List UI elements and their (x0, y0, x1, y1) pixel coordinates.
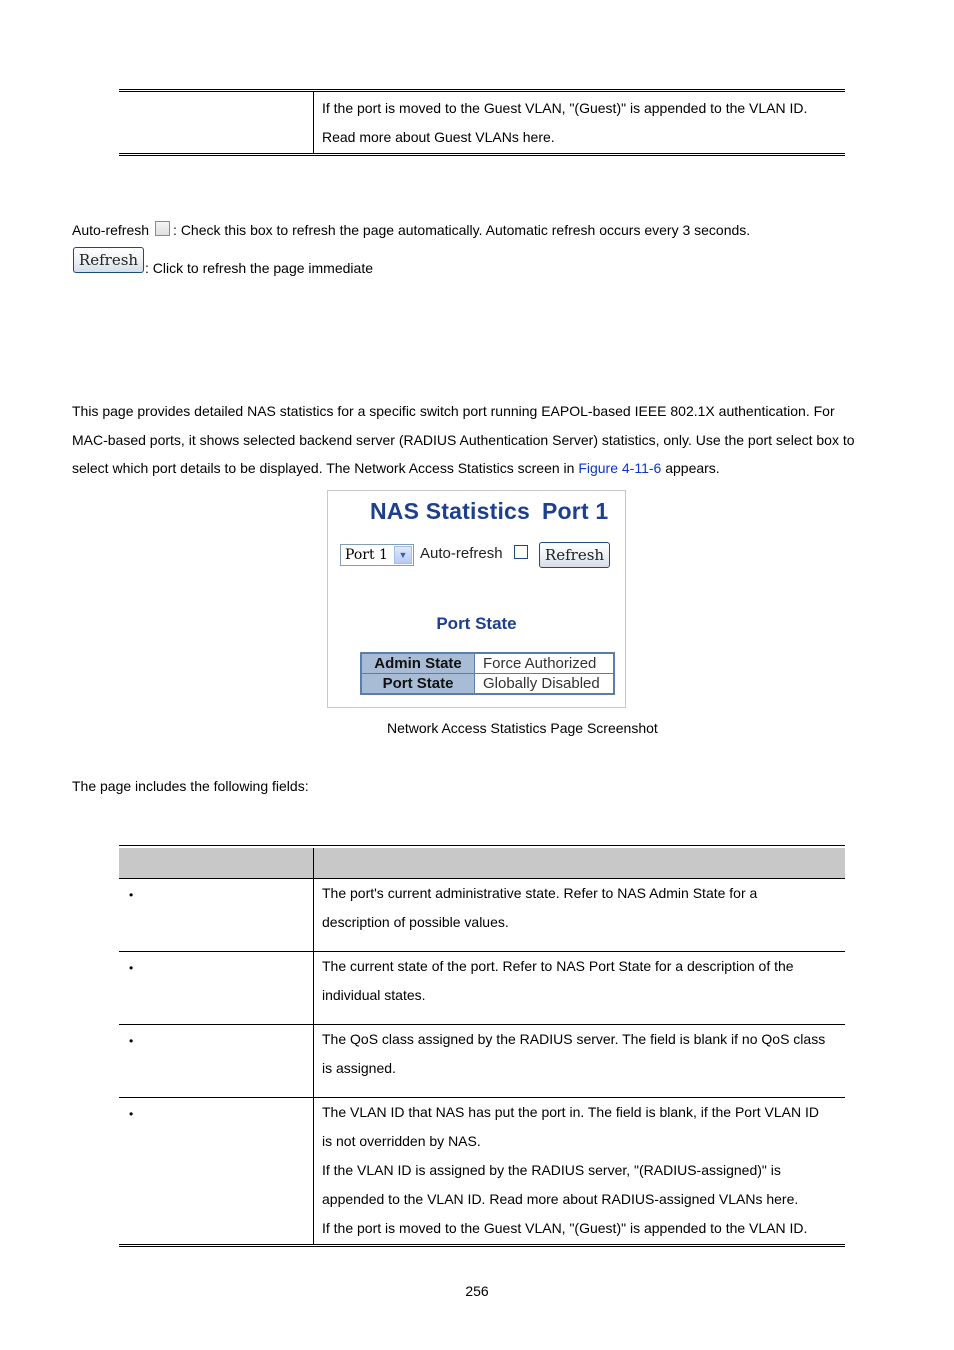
desc-line: The port's current administrative state. Refer to NAS Admin State for a (322, 885, 758, 901)
figure-caption: Network Access Statistics Page Screenshot (387, 720, 658, 736)
refresh-description: : Click to refresh the page immediate (145, 260, 373, 276)
autorefresh-label: Auto-refresh (72, 222, 150, 238)
desc-line: The VLAN ID that NAS has put the port in. The field is blank, if the Port VLAN ID (322, 1104, 819, 1120)
desc-line: If the port is moved to the Guest VLAN, "(Guest)" is appended to the VLAN ID. (322, 1220, 808, 1236)
autorefresh-checkbox[interactable] (514, 545, 528, 559)
fields-intro: The page includes the following fields: (72, 778, 309, 794)
table-row (362, 674, 613, 693)
table-cell-text: If the port is moved to the Guest VLAN, "(Guest)" is appended to the VLAN ID. (322, 100, 808, 116)
intro-line: MAC-based ports, it shows selected backend server (RADIUS Authentication Server) statistics, only. Use the port select box to (72, 432, 855, 448)
chevron-down-icon[interactable]: ▼ (394, 546, 412, 564)
desc-line: The QoS class assigned by the RADIUS server. The field is blank if no QoS class (322, 1031, 826, 1047)
intro-line: This page provides detailed NAS statistics for a specific switch port running EAPOL-based IEEE 802.1X authentication. For (72, 403, 835, 419)
table-row (362, 654, 613, 674)
bullet: • (129, 961, 134, 975)
desc-line: If the VLAN ID is assigned by the RADIUS server, "(RADIUS-assigned)" is (322, 1162, 781, 1178)
desc-line: description of possible values. (322, 914, 509, 930)
field-description (322, 952, 840, 1010)
field-description (322, 1025, 840, 1083)
continuation-table (119, 89, 845, 156)
column-divider (474, 654, 475, 693)
intro-text: appears. (661, 460, 720, 476)
fields-table (119, 845, 845, 1247)
page-number: 256 (465, 1283, 489, 1299)
bullet: • (129, 1034, 134, 1048)
intro-line (72, 454, 720, 483)
desc-line: The current state of the port. Refer to NAS Port State for a description of the (322, 958, 794, 974)
intro-text: select which port details to be displayed. The Network Access Statistics screen in (72, 460, 579, 476)
autorefresh-desc: : Check this box to refresh the page automatically. Automatic refresh occurs every 3 seconds. (173, 222, 751, 238)
title-text: NAS Statistics (370, 498, 531, 524)
table-header (119, 848, 845, 879)
table-cell-text: Read more about Guest VLANs here. (322, 129, 555, 145)
port-select-value: Port 1 (345, 547, 388, 563)
row-key: Port State (362, 674, 474, 693)
port-select[interactable] (340, 544, 414, 566)
desc-line: individual states. (322, 987, 426, 1003)
figure-link[interactable]: Figure 4-11-6 (578, 460, 662, 476)
row-value: Force Authorized (475, 654, 613, 673)
field-description (322, 879, 840, 937)
screenshot-title (370, 498, 608, 525)
title-port: Port 1 (542, 498, 609, 524)
desc-line: appended to the VLAN ID. Read more about RADIUS-assigned VLANs here. (322, 1191, 799, 1207)
nas-statistics-screenshot (327, 490, 626, 708)
bullet: • (129, 1107, 134, 1121)
column-divider (313, 92, 314, 153)
field-description (322, 1098, 840, 1243)
desc-line: is not overridden by NAS. (322, 1133, 481, 1149)
autorefresh-description (72, 216, 750, 245)
column-divider (313, 848, 314, 1244)
port-state-heading: Port State (436, 614, 517, 633)
refresh-button[interactable]: Refresh (73, 247, 144, 273)
refresh-button[interactable]: Refresh (539, 542, 610, 568)
autorefresh-label: Auto-refresh (420, 545, 503, 562)
bullet: • (129, 888, 134, 902)
row-key: Admin State (362, 654, 474, 673)
desc-line: is assigned. (322, 1060, 396, 1076)
checkbox-icon (155, 221, 170, 236)
port-state-table (360, 652, 615, 695)
row-value: Globally Disabled (475, 674, 613, 693)
